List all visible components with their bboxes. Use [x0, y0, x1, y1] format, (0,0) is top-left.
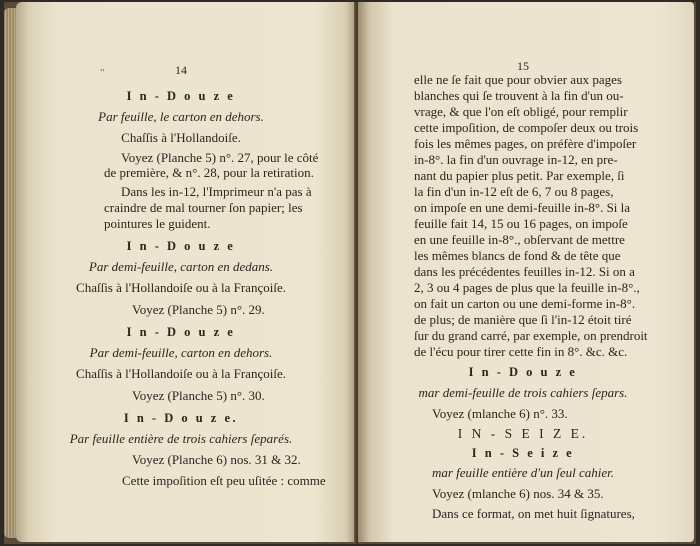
body-line: de première, & n°. 28, pour la retiration.: [104, 165, 314, 180]
section-heading: I n - D o u z e: [126, 239, 236, 253]
body-line: la fin d'un in-12 eſt de 6, 7 ou 8 pages,: [414, 184, 614, 199]
section-heading-caps: I N - S E I Z E.: [457, 426, 589, 441]
body-line: 2, 3 ou 4 pages de plus que la feuille in-8°.,: [414, 280, 640, 295]
body-line: de plus; de manière que ſi l'in-12 étoit tiré: [414, 312, 632, 327]
section-subheading: Par feuille, le carton en dehors.: [98, 109, 264, 124]
body-line: de l'écu pour tirer cette fin in 8°. &c. &c.: [414, 344, 628, 359]
body-line: fois les mêmes pages, on préfère d'impoſer: [414, 136, 637, 151]
body-line: vrage, & que l'on eſt obligé, pour remplir: [414, 104, 628, 119]
reference-line: Voyez (mlanche 6) nos. 34 & 35.: [432, 486, 604, 501]
chassis-line: Chaſſis à l'Hollandoiſe.: [121, 130, 241, 145]
left-page-number: 14: [175, 63, 187, 77]
body-line: blanches qui ſe trouvent à la fin d'un ou-: [414, 88, 624, 103]
reference-line: Voyez (Planche 5) n°. 30.: [132, 388, 265, 403]
body-line: elle ne ſe fait que pour obvier aux pages: [414, 72, 622, 87]
right-page-number: 15: [517, 59, 529, 73]
body-line: pointures le guident.: [104, 216, 211, 231]
body-line: feuille fait 14, 15 ou 16 pages, on impoſe: [414, 216, 628, 231]
reference-line: Voyez (Planche 5) n°. 29.: [132, 302, 265, 317]
body-line: les mêmes blancs de fond & de tête que: [414, 248, 621, 263]
open-book: [4, 2, 696, 544]
body-line: Dans les in-12, l'Imprimeur n'a pas à: [121, 184, 312, 199]
section-subheading: mar feuille entière d'un ſeul cahier.: [431, 465, 615, 480]
reference-line: Voyez (mlanche 6) n°. 33.: [432, 406, 568, 421]
chassis-line: Chaſſis à l'Hollandoiſe ou à la Françoiſe.: [76, 366, 286, 381]
body-line: on impoſe en une demi-feuille in-8°. Si la: [414, 200, 631, 215]
section-heading: I n - D o u z e.: [123, 411, 239, 425]
left-page: [16, 2, 356, 542]
section-subheading: Par feuille entière de trois cahiers ſeparés.: [69, 431, 293, 446]
body-line: nant du papier plus petit. Par exemple, ſi: [414, 168, 625, 183]
reference-line: Voyez (Planche 6) nos. 31 & 32.: [132, 452, 301, 467]
body-line: Voyez (Planche 5) n°. 27, pour le côté: [121, 150, 319, 165]
body-line: cette impoſition, de compoſer deux ou trois: [414, 120, 639, 135]
body-line: craindre de mal tourner ſon papier; les: [104, 200, 303, 215]
body-line: on fait un carton ou une demi-forme in-8°.: [414, 296, 636, 311]
body-line: Dans ce format, on met huit ſignatures,: [432, 506, 635, 521]
right-page: [358, 2, 694, 542]
chassis-line: Chaſſis à l'Hollandoiſe ou à la Françoiſe.: [76, 280, 286, 295]
body-line: Cette impoſition eſt peu uſitée : comme: [122, 473, 326, 488]
body-line: dans les précédentes feuilles in-12. Si on a: [414, 264, 635, 279]
body-line: en une feuille in-8°., obſervant de mettre: [414, 232, 625, 247]
section-heading: I n - D o u z e: [126, 325, 236, 339]
section-heading: I n - D o u z e: [468, 365, 578, 379]
section-subheading: Par demi-feuille, carton en dedans.: [88, 259, 274, 274]
section-subheading: mar demi-feuille de trois cahiers ſepars.: [418, 385, 628, 400]
body-line: ſur du grand carré, par exemple, on prendroit: [414, 328, 648, 343]
section-subheading: Par demi-feuille, carton en dehors.: [89, 345, 273, 360]
ink-mark: ": [100, 67, 105, 79]
section-heading: I n - S e i z e: [471, 446, 575, 460]
body-line: in-8°. la fin d'un ouvrage in-12, en pre-: [414, 152, 618, 167]
section-heading: I n - D o u z e: [126, 89, 236, 103]
